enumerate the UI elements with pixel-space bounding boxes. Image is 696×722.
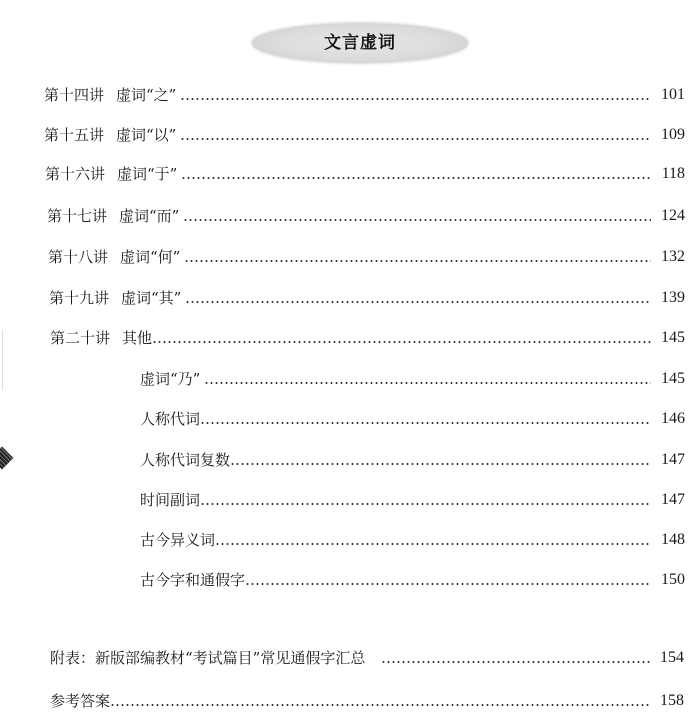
- section-title: 文言虚词: [324, 33, 396, 53]
- subentry-title: 虚词“乃”: [140, 370, 201, 388]
- subentry-title: 时间副词: [140, 491, 201, 509]
- margin-diamond-ornament: [0, 447, 13, 470]
- dot-leader: [200, 408, 651, 430]
- entry-title: 虚词“以”: [116, 126, 177, 144]
- toc-subentry[interactable]: [140, 449, 685, 471]
- chapter-number: 第十四讲: [44, 86, 105, 104]
- dot-leader: [110, 690, 650, 712]
- entry-title: 其他: [122, 329, 153, 347]
- dot-leader: [245, 569, 651, 591]
- toc-appendix-entry[interactable]: [50, 690, 684, 712]
- dot-leader: [152, 327, 651, 349]
- toc-subentry[interactable]: [140, 489, 685, 511]
- dot-leader: [180, 84, 651, 106]
- toc-subentry[interactable]: [140, 408, 685, 430]
- subentry-title: 人称代词复数: [140, 451, 231, 469]
- page-number: 147: [661, 491, 685, 508]
- page-number: 109: [661, 126, 685, 143]
- page-number: 147: [661, 451, 685, 468]
- page-edge-line: [2, 330, 3, 390]
- dot-leader: [184, 246, 651, 268]
- toc-entry[interactable]: [48, 246, 685, 268]
- entry-title: 虚词“于”: [117, 165, 178, 183]
- section-title-banner: [252, 23, 468, 63]
- toc-subentry[interactable]: [140, 529, 685, 551]
- appendix-title: 附表：新版部编教材“考试篇目”常见通假字汇总: [50, 649, 366, 667]
- chapter-number: 第十九讲: [49, 289, 110, 307]
- toc-entry[interactable]: [47, 205, 685, 227]
- dot-leader: [183, 205, 651, 227]
- page-number: 124: [661, 207, 685, 224]
- chapter-number: 第十五讲: [44, 126, 105, 144]
- subentry-title: 古今字和通假字: [140, 571, 246, 589]
- toc-entry[interactable]: [44, 84, 685, 106]
- entry-title: 虚词“何”: [120, 248, 181, 266]
- subentry-title: 人称代词: [140, 410, 201, 428]
- dot-leader: [204, 368, 651, 390]
- dot-leader: [381, 647, 650, 669]
- toc-subentry[interactable]: [140, 368, 685, 390]
- chapter-number: 第十八讲: [48, 248, 109, 266]
- chapter-number: 第十六讲: [45, 165, 106, 183]
- page-number: 139: [661, 289, 685, 306]
- page-number: 145: [661, 329, 685, 346]
- page-number: 148: [661, 531, 685, 548]
- page-number: 118: [661, 165, 685, 182]
- page-number: 154: [660, 649, 684, 666]
- page-number: 146: [661, 410, 685, 427]
- page-number: 132: [661, 248, 685, 265]
- toc-entry[interactable]: [45, 163, 685, 185]
- dot-leader: [185, 287, 651, 309]
- dot-leader: [200, 489, 651, 511]
- toc-entry[interactable]: [50, 327, 685, 349]
- page-number: 145: [661, 370, 685, 387]
- dot-leader: [180, 124, 651, 146]
- subentry-title: 古今异义词: [140, 531, 216, 549]
- entry-title: 虚词“而”: [119, 207, 180, 225]
- entry-title: 虚词“其”: [121, 289, 182, 307]
- toc-appendix-entry[interactable]: [50, 647, 684, 669]
- dot-leader: [230, 449, 651, 471]
- toc-subentry[interactable]: [140, 569, 685, 591]
- toc-entry[interactable]: [44, 124, 685, 146]
- dot-leader: [181, 163, 651, 185]
- chapter-number: 第二十讲: [50, 329, 111, 347]
- toc-entry[interactable]: [49, 287, 685, 309]
- entry-title: 虚词“之”: [116, 86, 177, 104]
- page-number: 158: [660, 692, 684, 709]
- appendix-title: 参考答案: [50, 692, 111, 710]
- page-number: 150: [661, 571, 685, 588]
- dot-leader: [215, 529, 651, 551]
- chapter-number: 第十七讲: [47, 207, 108, 225]
- page-number: 101: [661, 86, 685, 103]
